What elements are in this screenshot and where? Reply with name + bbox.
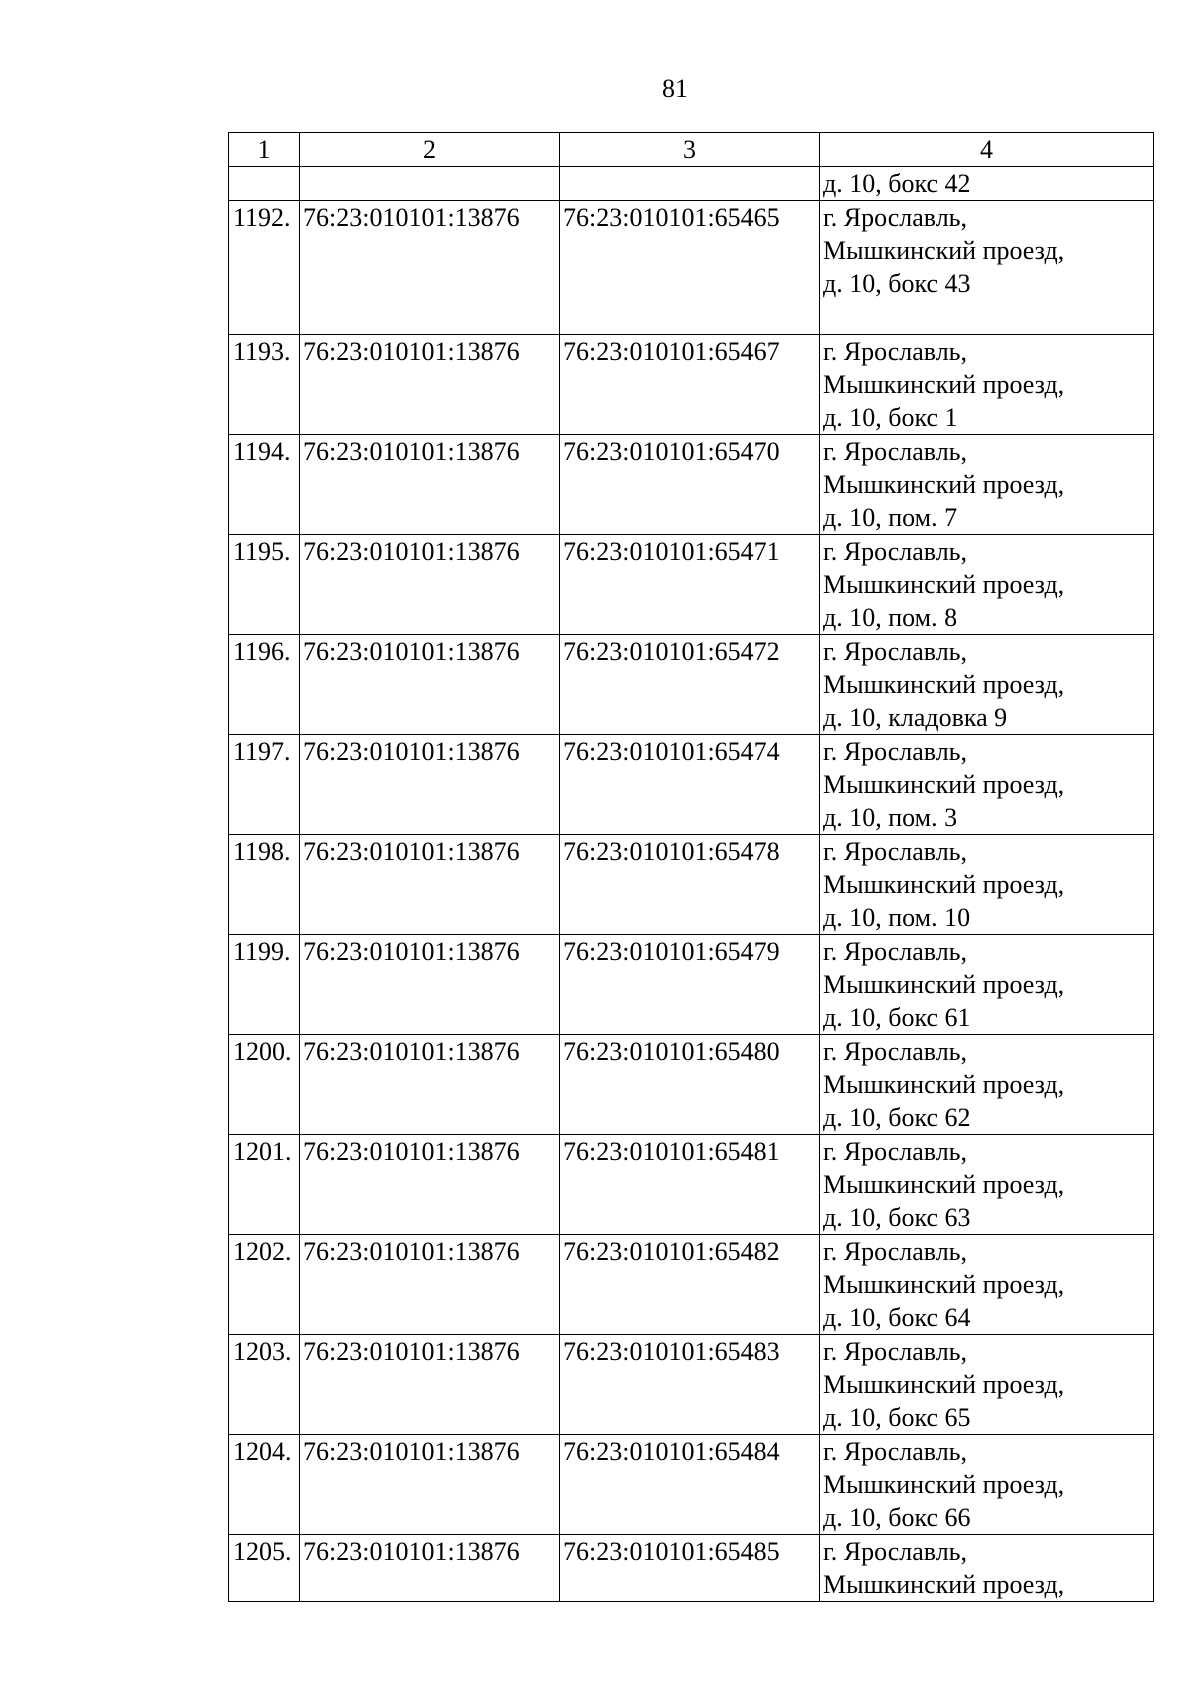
row-number-cell: 1195. [229, 535, 300, 635]
land-cadastral-number-cell: 76:23:010101:13876 [300, 335, 560, 435]
column-header-1: 1 [229, 133, 300, 167]
row-number-cell: 1205. [229, 1535, 300, 1602]
address-line: д. 10, бокс 66 [823, 1503, 971, 1532]
object-cadastral-number-cell: 76:23:010101:65479 [560, 935, 820, 1035]
address-line: г. Ярославль, [823, 937, 968, 966]
row-number-cell [229, 167, 300, 201]
address-line: Мышкинский проезд, [823, 1070, 1065, 1099]
row-number-cell: 1199. [229, 935, 300, 1035]
land-cadastral-number-cell: 76:23:010101:13876 [300, 435, 560, 535]
table-row [229, 1435, 1154, 1535]
object-cadastral-number-cell: 76:23:010101:65471 [560, 535, 820, 635]
table-row [229, 835, 1154, 935]
address-line: д. 10, пом. 7 [823, 503, 958, 532]
row-number-cell: 1198. [229, 835, 300, 935]
table-row [229, 1335, 1154, 1435]
address-line: г. Ярославль, [823, 637, 968, 666]
land-cadastral-number-cell: 76:23:010101:13876 [300, 735, 560, 835]
address-line: г. Ярославль, [823, 1337, 968, 1366]
table-row [229, 635, 1154, 735]
address-line: Мышкинский проезд, [823, 470, 1065, 499]
address-cell [820, 1235, 1154, 1335]
table-row [229, 1235, 1154, 1335]
address-line: г. Ярославль, [823, 837, 968, 866]
row-number-cell: 1193. [229, 335, 300, 435]
address-line: д. 10, пом. 3 [823, 803, 958, 832]
address-line: д. 10, бокс 64 [823, 1303, 971, 1332]
table-row [229, 535, 1154, 635]
table-row [229, 1535, 1154, 1602]
address-line: Мышкинский проезд, [823, 970, 1065, 999]
object-cadastral-number-cell: 76:23:010101:65474 [560, 735, 820, 835]
land-cadastral-number-cell: 76:23:010101:13876 [300, 635, 560, 735]
land-cadastral-number-cell [300, 167, 560, 201]
address-cell [820, 1535, 1154, 1602]
address-line: д. 10, бокс 65 [823, 1403, 971, 1432]
registry-table-body [229, 133, 1154, 1602]
object-cadastral-number-cell: 76:23:010101:65465 [560, 201, 820, 335]
object-cadastral-number-cell [560, 167, 820, 201]
land-cadastral-number-cell: 76:23:010101:13876 [300, 1435, 560, 1535]
address-cell [820, 835, 1154, 935]
land-cadastral-number-cell: 76:23:010101:13876 [300, 1535, 560, 1602]
land-cadastral-number-cell: 76:23:010101:13876 [300, 1035, 560, 1135]
address-line: Мышкинский проезд, [823, 870, 1065, 899]
object-cadastral-number-cell: 76:23:010101:65481 [560, 1135, 820, 1235]
address-cell [820, 735, 1154, 835]
table-row [229, 201, 1154, 335]
land-cadastral-number-cell: 76:23:010101:13876 [300, 835, 560, 935]
address-line: д. 10, бокс 42 [823, 169, 971, 198]
row-number-cell: 1202. [229, 1235, 300, 1335]
address-line: г. Ярославль, [823, 1037, 968, 1066]
row-number-cell: 1196. [229, 635, 300, 735]
object-cadastral-number-cell: 76:23:010101:65470 [560, 435, 820, 535]
row-number-cell: 1192. [229, 201, 300, 335]
land-cadastral-number-cell: 76:23:010101:13876 [300, 935, 560, 1035]
address-line: д. 10, пом. 8 [823, 603, 958, 632]
address-line: г. Ярославль, [823, 1237, 968, 1266]
address-line: д. 10, пом. 10 [823, 903, 971, 932]
object-cadastral-number-cell: 76:23:010101:65478 [560, 835, 820, 935]
table-row [229, 1135, 1154, 1235]
address-line: Мышкинский проезд, [823, 1170, 1065, 1199]
row-number-cell: 1197. [229, 735, 300, 835]
address-line: д. 10, бокс 63 [823, 1203, 971, 1232]
address-cell [820, 635, 1154, 735]
land-cadastral-number-cell: 76:23:010101:13876 [300, 201, 560, 335]
row-number-cell: 1194. [229, 435, 300, 535]
table-row [229, 335, 1154, 435]
address-line: г. Ярославль, [823, 537, 968, 566]
address-line: Мышкинский проезд, [823, 570, 1065, 599]
column-header-3: 3 [560, 133, 820, 167]
address-line: Мышкинский проезд, [823, 1570, 1065, 1599]
table-row [229, 435, 1154, 535]
page-number: 81 [662, 74, 688, 103]
row-number-cell: 1204. [229, 1435, 300, 1535]
object-cadastral-number-cell: 76:23:010101:65485 [560, 1535, 820, 1602]
address-cell [820, 935, 1154, 1035]
address-line: д. 10, кладовка 9 [823, 703, 1008, 732]
land-cadastral-number-cell: 76:23:010101:13876 [300, 1235, 560, 1335]
land-cadastral-number-cell: 76:23:010101:13876 [300, 535, 560, 635]
address-line: д. 10, бокс 62 [823, 1103, 971, 1132]
address-cell [820, 1035, 1154, 1135]
row-number-cell: 1201. [229, 1135, 300, 1235]
table-header-row [229, 133, 1154, 167]
address-line: Мышкинский проезд, [823, 770, 1065, 799]
object-cadastral-number-cell: 76:23:010101:65472 [560, 635, 820, 735]
address-line: г. Ярославль, [823, 737, 968, 766]
table-row [229, 1035, 1154, 1135]
address-line: д. 10, бокс 61 [823, 1003, 971, 1032]
registry-table [228, 132, 1154, 1602]
object-cadastral-number-cell: 76:23:010101:65482 [560, 1235, 820, 1335]
object-cadastral-number-cell: 76:23:010101:65467 [560, 335, 820, 435]
row-number-cell: 1200. [229, 1035, 300, 1135]
address-line: г. Ярославль, [823, 1437, 968, 1466]
land-cadastral-number-cell: 76:23:010101:13876 [300, 1335, 560, 1435]
address-line: д. 10, бокс 43 [823, 269, 971, 298]
address-cell [820, 167, 1154, 201]
address-cell [820, 535, 1154, 635]
address-line: Мышкинский проезд, [823, 1270, 1065, 1299]
row-number-cell: 1203. [229, 1335, 300, 1435]
continuation-row [229, 167, 1154, 201]
address-cell [820, 335, 1154, 435]
address-cell [820, 201, 1154, 335]
address-cell [820, 1435, 1154, 1535]
address-line: г. Ярославль, [823, 337, 968, 366]
address-line: г. Ярославль, [823, 1137, 968, 1166]
land-cadastral-number-cell: 76:23:010101:13876 [300, 1135, 560, 1235]
object-cadastral-number-cell: 76:23:010101:65484 [560, 1435, 820, 1535]
object-cadastral-number-cell: 76:23:010101:65480 [560, 1035, 820, 1135]
address-line: д. 10, бокс 1 [823, 403, 958, 432]
address-line: Мышкинский проезд, [823, 670, 1065, 699]
address-line: Мышкинский проезд, [823, 1470, 1065, 1499]
address-line: г. Ярославль, [823, 203, 968, 232]
table-row [229, 735, 1154, 835]
table-row [229, 935, 1154, 1035]
address-line: г. Ярославль, [823, 1537, 968, 1566]
address-cell [820, 435, 1154, 535]
address-line: г. Ярославль, [823, 437, 968, 466]
address-line: Мышкинский проезд, [823, 370, 1065, 399]
address-line: Мышкинский проезд, [823, 1370, 1065, 1399]
column-header-2: 2 [300, 133, 560, 167]
address-cell [820, 1335, 1154, 1435]
address-line: Мышкинский проезд, [823, 236, 1065, 265]
column-header-4: 4 [820, 133, 1154, 167]
address-cell [820, 1135, 1154, 1235]
object-cadastral-number-cell: 76:23:010101:65483 [560, 1335, 820, 1435]
